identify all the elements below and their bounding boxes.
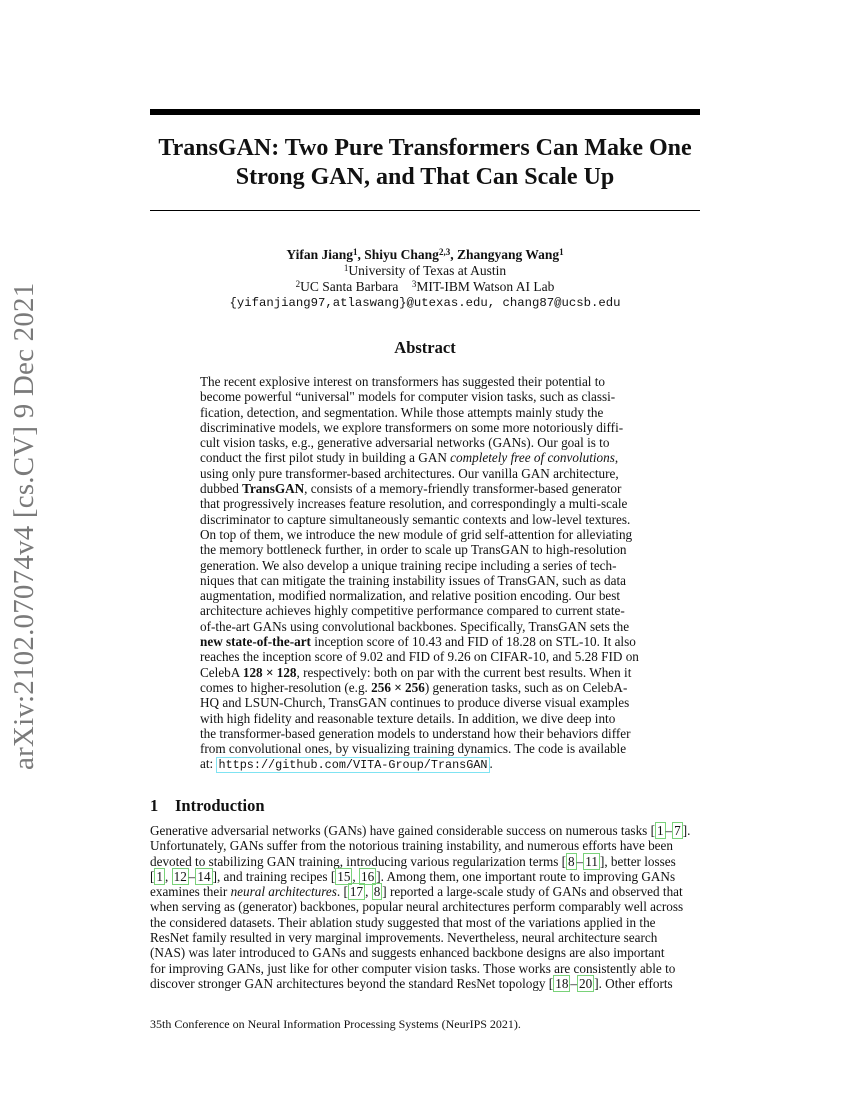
arxiv-identifier: arXiv:2102.07074v4 [cs.CV] 9 Dec 2021 — [8, 282, 40, 770]
author-names: Yifan Jiang$^1$, Shiyu Chang$^{2,3}$, Zhangyang Wang$^1$ — [286, 247, 564, 262]
paper-title: TransGAN: Two Pure Transformers Can Make One Strong GAN, and That Can Scale Up — [158, 135, 692, 190]
citation-link[interactable]: 11 — [585, 853, 598, 869]
citation-link[interactable]: 16 — [361, 868, 375, 884]
citation-link[interactable]: 8 — [373, 884, 381, 900]
affiliation-2-3: $^2$UC Santa Barbara $^3$MIT-IBM Watson AI Lab — [295, 279, 555, 294]
code-repo-link[interactable]: https://github.com/VITA-Group/TransGAN — [218, 758, 488, 773]
citation-link[interactable]: 20 — [579, 975, 593, 991]
abstract-text: The recent explosive interest on transformers has suggested their potential to become powerful “universal" models for computer vision tasks, such as classi- fication, detection, and segmentation. While those attempts mainly study the discriminative models, we explore transformers on some more notoriously diffi- cult vision tasks, e.g., generative adversarial networks (GANs). Our goal is to conduct the first pilot study in building a GAN completely free of convolutions, using only pure transformer-based architectures. Our vanilla GAN architecture, dubbed TransGAN, consists of a memory-friendly transformer-based generator that progressively increases feature resolution, and correspondingly a multi-scale discriminator to capture simultaneously semantic contexts and low-level textures. On top of them, we introduce the new module of grid self-attention for alleviating the memory bottleneck further, in order to scale up TransGAN to high-resolution generation. We also develop a unique training recipe including a series of tech- niques that can mitigate the training instability issues of TransGAN, such as data augmentation, modified normalization, and relative position encoding. Our best architecture achieves highly competitive performance compared to current state- of-the-art GANs using convolutional backbones. Specifically, TransGAN sets the new state-of-the-art inception score of 10.43 and FID of 18.28 on STL-10. It also reaches the inception score of 9.02 and FID of 9.26 on CIFAR-10, and 5.28 FID on CelebA 128 × 128, respectively: both on par with the current best results. When it comes to higher-resolution (e.g. 256 × 256) generation tasks, such as on CelebA- HQ and LSUN-Church, TransGAN continues to produce diverse visual examples with high fidelity and reasonable texture details. In addition, we dive deep into the transformer-based generation models to understand how their behaviors differ from convolutional ones, by visualizing training dynamics. The code is available at: https://github.com/VITA-Group/TransGAN . — [200, 374, 639, 773]
introduction-text: Generative adversarial networks (GANs) have gained considerable success on numerous tasks [ 1 – 7 ]. Unfortunately, GANs suffer from the notorious training instability, and numerous efforts have been devoted to stabilizing GAN training, introducing various regularization terms [ 8 – 11 ], better losses [ 1 , 12 – 14 ], and training recipes [ 15 , 16 ]. Among them, one important route to improving GANs examines their neural architectures. [ 17 , 8 ] reported a large-scale study of GANs and observed that when serving as (generator) backbones, popular neural architectures perform comparably well across the considered datasets. Their ablation study suggested that most of the variations applied in the ResNet family resulted in very marginal improvements. Nevertheless, neural architecture search (NAS) was later introduced to GANs and suggests enhanced backbone designs are also important for improving GANs, just like for other computer vision tasks. Those works are consistently able to discover stronger GAN architectures beyond the standard ResNet topology [ 18 – 20 ]. Other efforts — [150, 823, 691, 991]
author-block — [150, 247, 700, 311]
citation-link[interactable]: 12 — [173, 868, 187, 884]
title-bottom-rule — [150, 210, 700, 211]
citation-link[interactable]: 7 — [674, 823, 681, 838]
citation-link[interactable]: 14 — [197, 868, 211, 884]
section-heading-introduction: 1 Introduction — [150, 796, 265, 815]
citation-link[interactable]: 17 — [349, 884, 364, 900]
title-top-rule — [150, 109, 700, 115]
author-emails: {yifanjiang97,atlaswang}@utexas.edu, chang87@ucsb.edu — [229, 296, 621, 310]
citation-link[interactable]: 1 — [656, 823, 664, 838]
citation-link[interactable]: 15 — [337, 868, 351, 884]
abstract-heading: Abstract — [394, 338, 456, 357]
citation-link[interactable]: 8 — [568, 853, 575, 869]
citation-link[interactable]: 1 — [156, 868, 163, 884]
conference-footnote: 35th Conference on Neural Information Processing Systems (NeurIPS 2021). — [150, 1017, 521, 1031]
citation-link[interactable]: 18 — [555, 975, 569, 991]
affiliation-1: $^1$University of Texas at Austin — [343, 263, 507, 278]
